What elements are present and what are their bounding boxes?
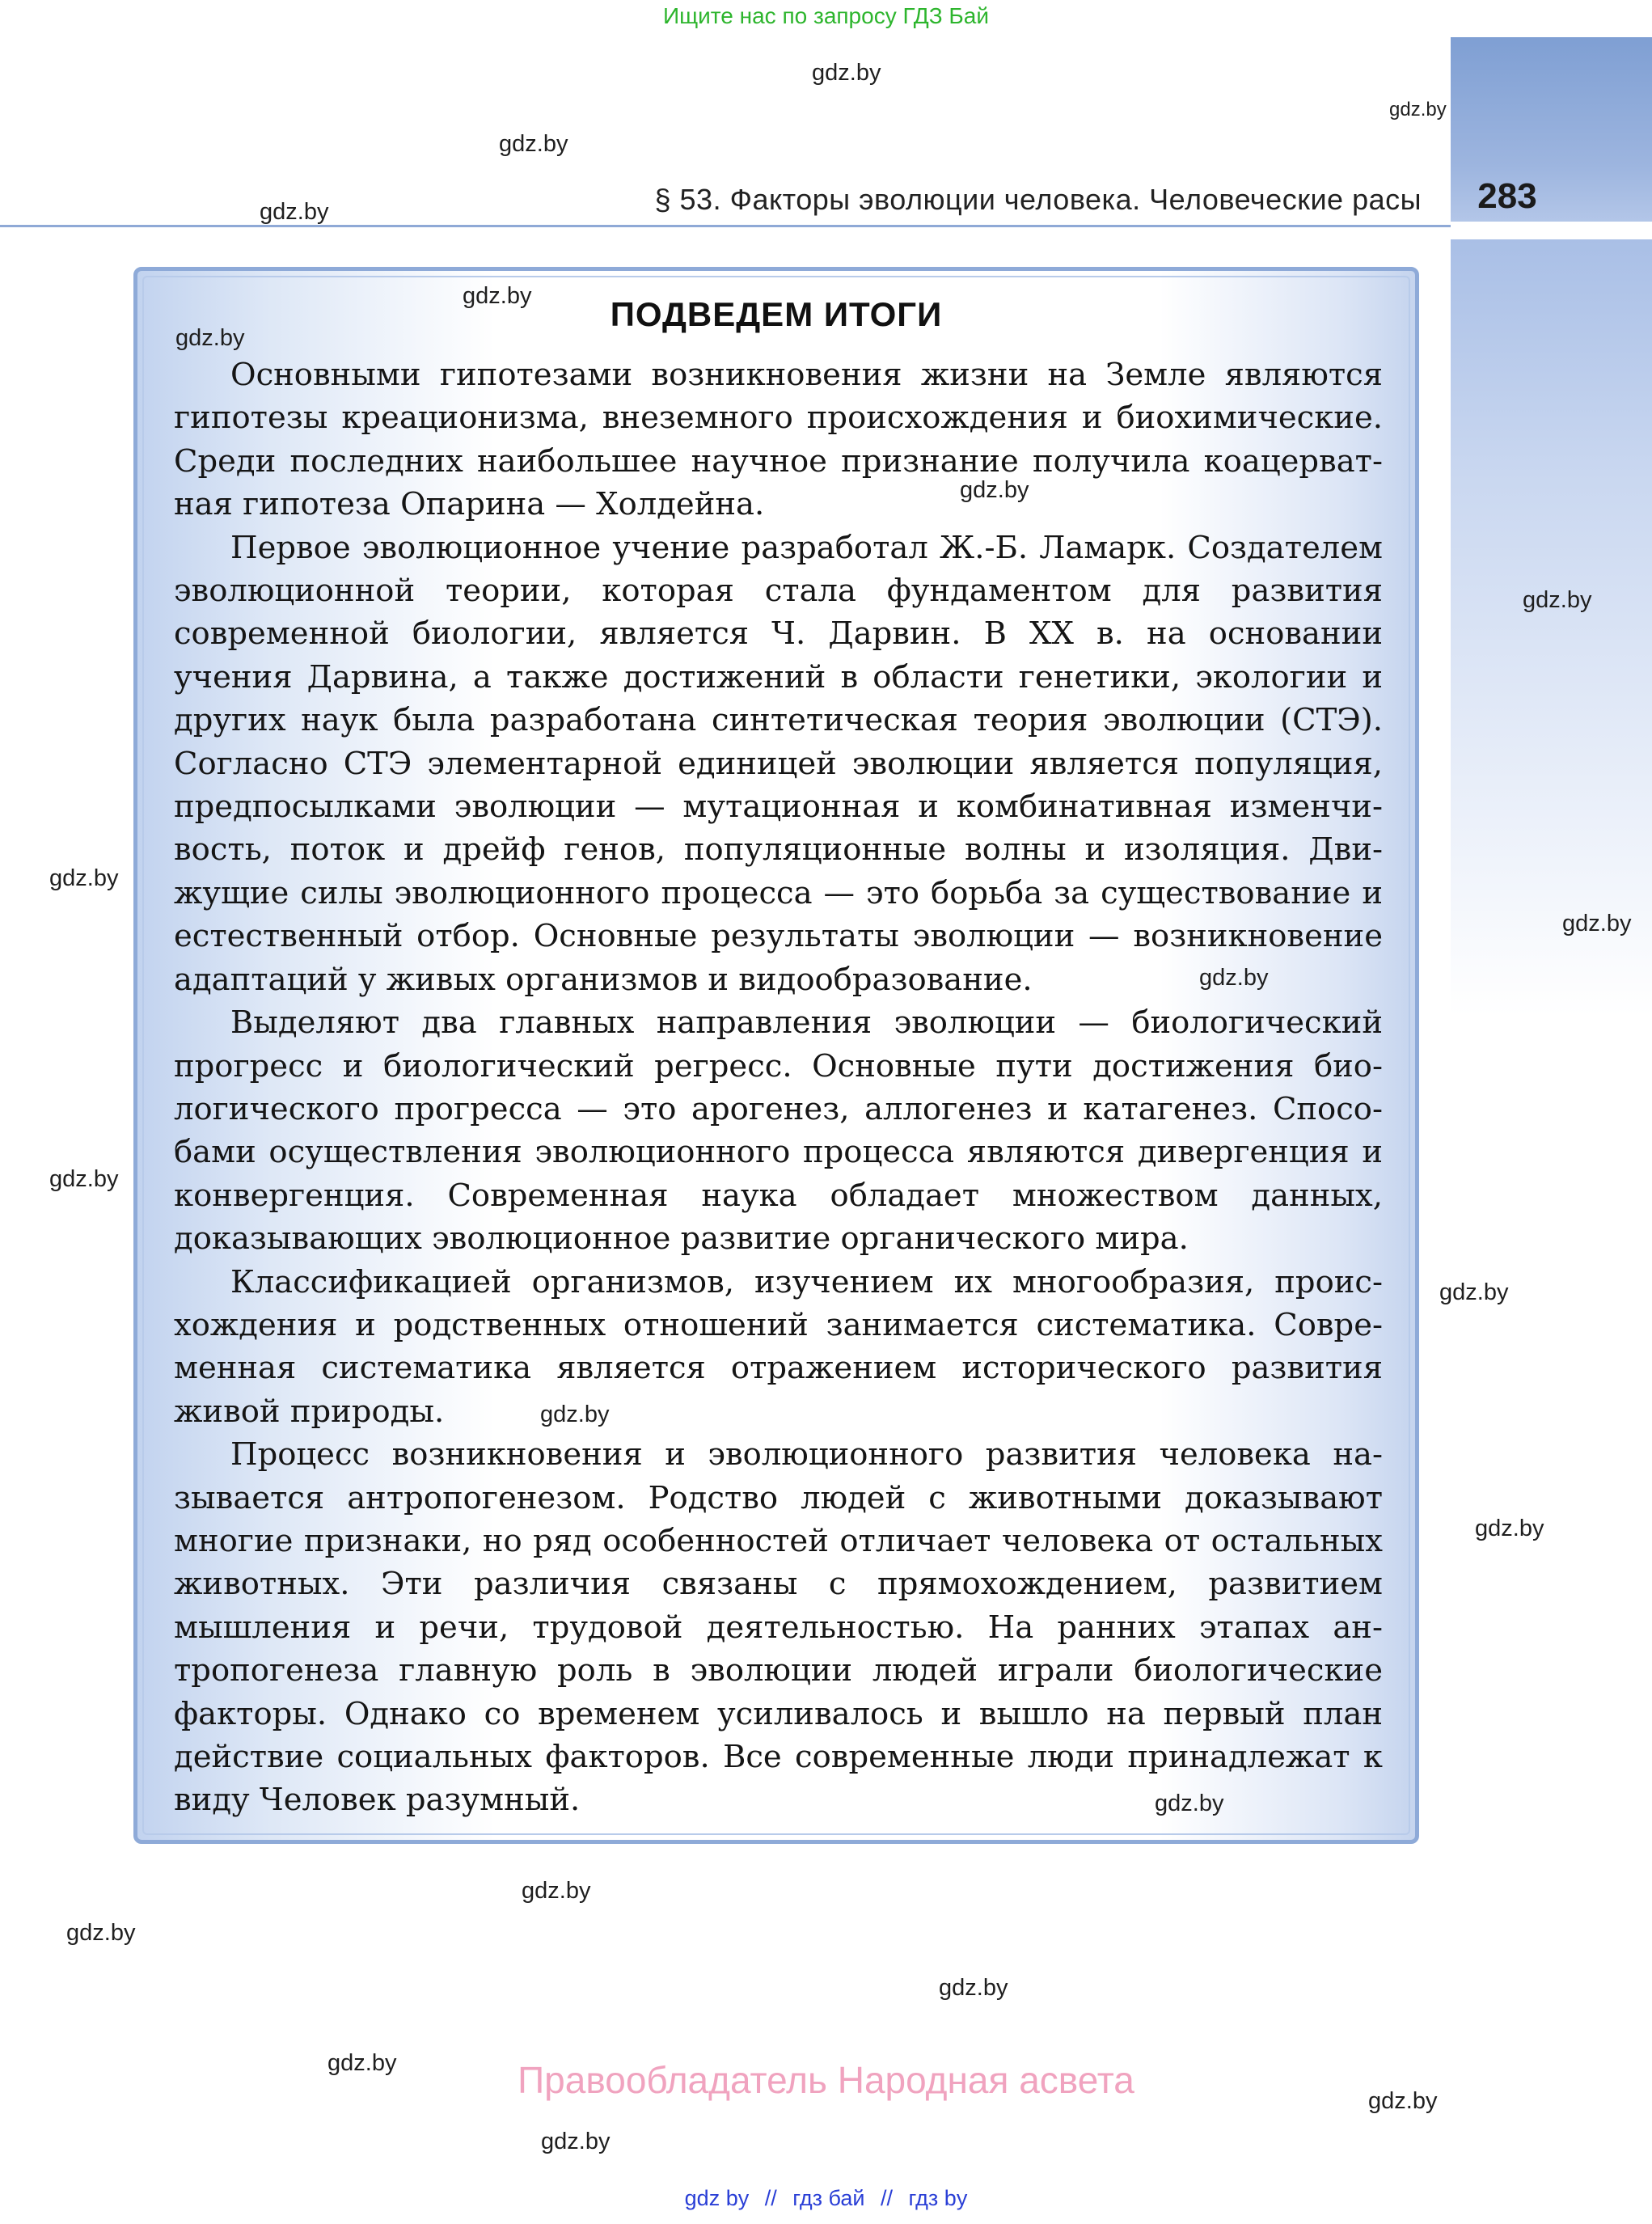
watermark: gdz.by: [541, 2129, 611, 2154]
summary-paragraph: Основными гипотезами возникновения жизни на Земле являются гипотезы креационизма, внеземного происхождения и биохимические. Среди последних наибольшее научное признание получила коацерватная гипотеза Опарина — Холдейна.: [174, 357, 1383, 523]
summary-paragraph: Выделяют два главных направления эволюции — биологический прогресс и биологический регресс. Основные пути достижения биологического прогресса — это арогенез, аллогенез и катагенез. Способами осуществления эволюционного процесса являются дивергенция и конвергенция. Современная наука обладает множеством данных, доказывающих эволюционное развитие органического мира.: [174, 1004, 1383, 1258]
watermark: gdz.by: [66, 1920, 136, 1946]
page-number: 283: [1477, 176, 1537, 216]
summary-text: [174, 353, 1383, 1822]
watermark: gdz.by: [463, 283, 532, 309]
footer-separator: //: [881, 2186, 894, 2210]
footer-link-gdz-by[interactable]: gdz by: [684, 2186, 750, 2210]
watermark: gdz.by: [1562, 911, 1632, 937]
watermark: gdz.by: [1439, 1279, 1509, 1305]
header-rule: [0, 225, 1451, 227]
watermark: gdz.by: [49, 865, 119, 891]
watermark: gdz.by: [960, 477, 1029, 503]
footer-link-gdz-by-2[interactable]: гдз by: [908, 2186, 968, 2210]
side-band-bottom: [1451, 239, 1652, 1016]
summary-box: [133, 267, 1419, 1844]
summary-title: ПОДВЕДЕМ ИТОГИ: [610, 295, 943, 333]
watermark: gdz.by: [49, 1166, 119, 1192]
watermark: gdz.by: [327, 2050, 397, 2076]
watermark: gdz.by: [260, 199, 329, 225]
watermark: gdz.by: [499, 131, 568, 157]
watermark: gdz.by: [1523, 587, 1592, 613]
summary-paragraph: Процесс возникновения и эволюционного развития человека называется антропогенезом. Родство людей с животными доказывают многие признаки, но ряд особенностей отличает человека от остальных животных. Эти различия связаны с прямохождением, развитием мышления и речи, трудовой деятельностью. На ранних этапах антропогенеза главную роль в эволюции людей играли биологические факторы. Однако со временем усиливалось и вышло на первый план действие социальных факторов. Все современные люди принадлежат к виду Человек разумный.: [174, 1436, 1383, 1819]
summary-paragraph: Первое эволюционное учение разработал Ж.-Б. Ламарк. Создателем эволюционной теории, которая стала фундаментом для развития современной биологии, является Ч. Дарвин. В XX в. на основании учения Дарвина, а также достижений в области генетики, экологии и других наук была разработана синтетическая теория эволюции (СТЭ). Согласно СТЭ элементарной единицей эволюции является популяция, предпосылками эволюции — мутационная и комбинативная изменчивость, поток и дрейф генов, популяционные волны и изоляция. Движущие силы эволюционного процесса — это борьба за существование и естественный отбор. Основные результаты эволюции — возникновение адаптаций у живых организмов и видообразование.: [174, 529, 1383, 998]
watermark: gdz.by: [1199, 965, 1269, 991]
footer-separator: //: [764, 2186, 777, 2210]
watermark: gdz.by: [175, 325, 245, 351]
copyright-notice: Правообладатель Народная асвета: [518, 2059, 1134, 2101]
footer-link-gdz-bai[interactable]: гдз бай: [792, 2186, 865, 2210]
running-head: § 53. Факторы эволюции человека. Человеческие расы: [654, 183, 1422, 216]
watermark: gdz.by: [1155, 1791, 1224, 1816]
watermark: gdz.by: [1389, 99, 1447, 121]
watermark: gdz.by: [1368, 2088, 1438, 2114]
watermark: gdz.by: [939, 1975, 1008, 2001]
watermark: gdz.by: [540, 1402, 610, 1427]
footer-links: [0, 2186, 1652, 2211]
watermark: gdz.by: [522, 1878, 591, 1904]
top-promo[interactable]: Ищите нас по запросу ГДЗ Бай: [662, 3, 990, 28]
summary-paragraph: Классификацией организмов, изучением их многообразия, происхождения и родственных отношений занимается систематика. Современная систематика является отражением исторического развития живой природы.: [174, 1263, 1383, 1430]
watermark: gdz.by: [812, 60, 881, 86]
watermark: gdz.by: [1475, 1516, 1544, 1541]
